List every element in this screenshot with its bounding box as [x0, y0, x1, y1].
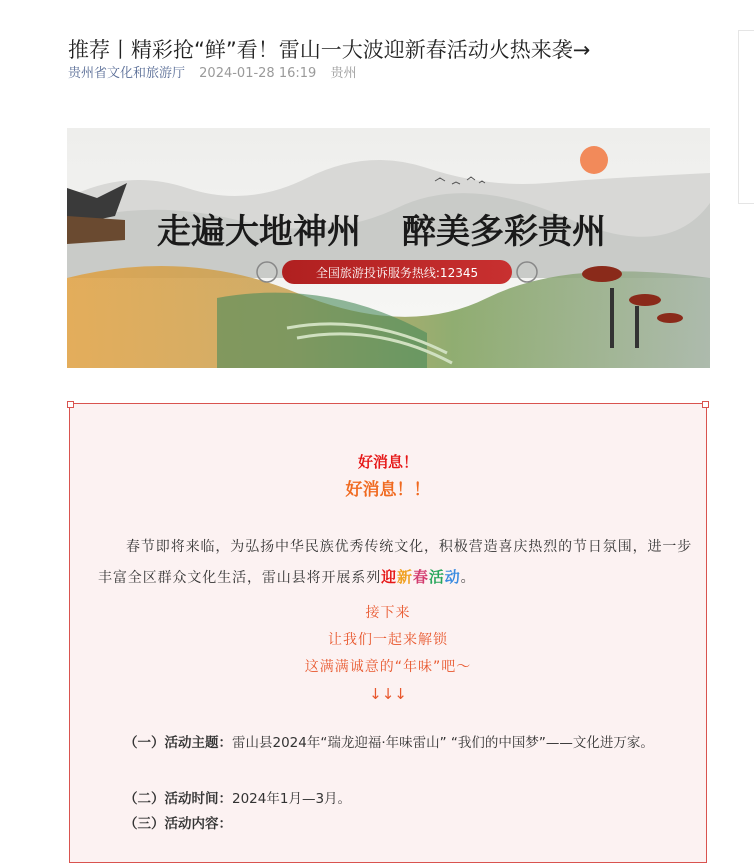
article-title: 推荐丨精彩抢“鲜”看！雷山一大波迎新春活动火热来袭→ — [68, 38, 591, 63]
banner-slogan-left: 走遍大地神州 — [157, 212, 361, 252]
intro-paragraph — [98, 532, 693, 593]
side-panel — [738, 30, 754, 204]
highlight-char: 迎 — [381, 568, 398, 586]
down-arrows-icon: ↓↓↓ — [369, 685, 407, 703]
item-text: 2024年1月—3月。 — [232, 791, 352, 807]
highlight-char: 活 — [428, 568, 445, 586]
intro-end: 。 — [460, 570, 476, 586]
activity-item-time — [98, 786, 693, 812]
item-text: 雷山县2024年“瑞龙迎福·年味雷山” “我们的中国梦”——文化进万家。 — [232, 735, 654, 751]
teaser-block — [70, 600, 706, 708]
good-news-heading-2: 好消息！！ — [345, 480, 431, 500]
resize-handle-top-right — [702, 401, 709, 408]
author-link[interactable]: 贵州省文化和旅游厅 — [68, 66, 186, 81]
publish-region: 贵州 — [330, 66, 357, 81]
item-label: （二）活动时间： — [124, 791, 232, 807]
activity-item-theme — [98, 730, 693, 756]
teaser-line: 这满满诚意的“年味”吧～ — [304, 659, 472, 675]
content-card — [69, 403, 707, 863]
good-news-heading-1: 好消息！ — [357, 453, 418, 471]
highlight-char: 动 — [444, 568, 461, 586]
intro-text: 春节即将来临，为弘扬中华民族优秀传统文化，积极营造喜庆热烈的节日氛围，进一步丰富全区群众文化生活，雷山县将开展系列 — [98, 539, 693, 586]
item-label: （三）活动内容： — [124, 816, 232, 832]
banner-hotline: 全国旅游投诉服务热线:12345 — [315, 266, 479, 280]
item-label: （一）活动主题： — [124, 735, 232, 751]
highlight-char: 新 — [397, 568, 413, 586]
publish-datetime: 2024-01-28 16:19 — [199, 66, 317, 81]
teaser-line: 接下来 — [365, 605, 411, 621]
banner-illustration — [67, 128, 710, 368]
article-meta — [68, 64, 356, 84]
banner-image — [67, 128, 710, 368]
highlight-char: 春 — [412, 568, 429, 586]
teaser-line: 让我们一起来解锁 — [328, 632, 448, 648]
activity-item-content — [98, 811, 693, 837]
resize-handle-top-left — [67, 401, 74, 408]
banner-slogan-right: 醉美多彩贵州 — [402, 212, 606, 252]
